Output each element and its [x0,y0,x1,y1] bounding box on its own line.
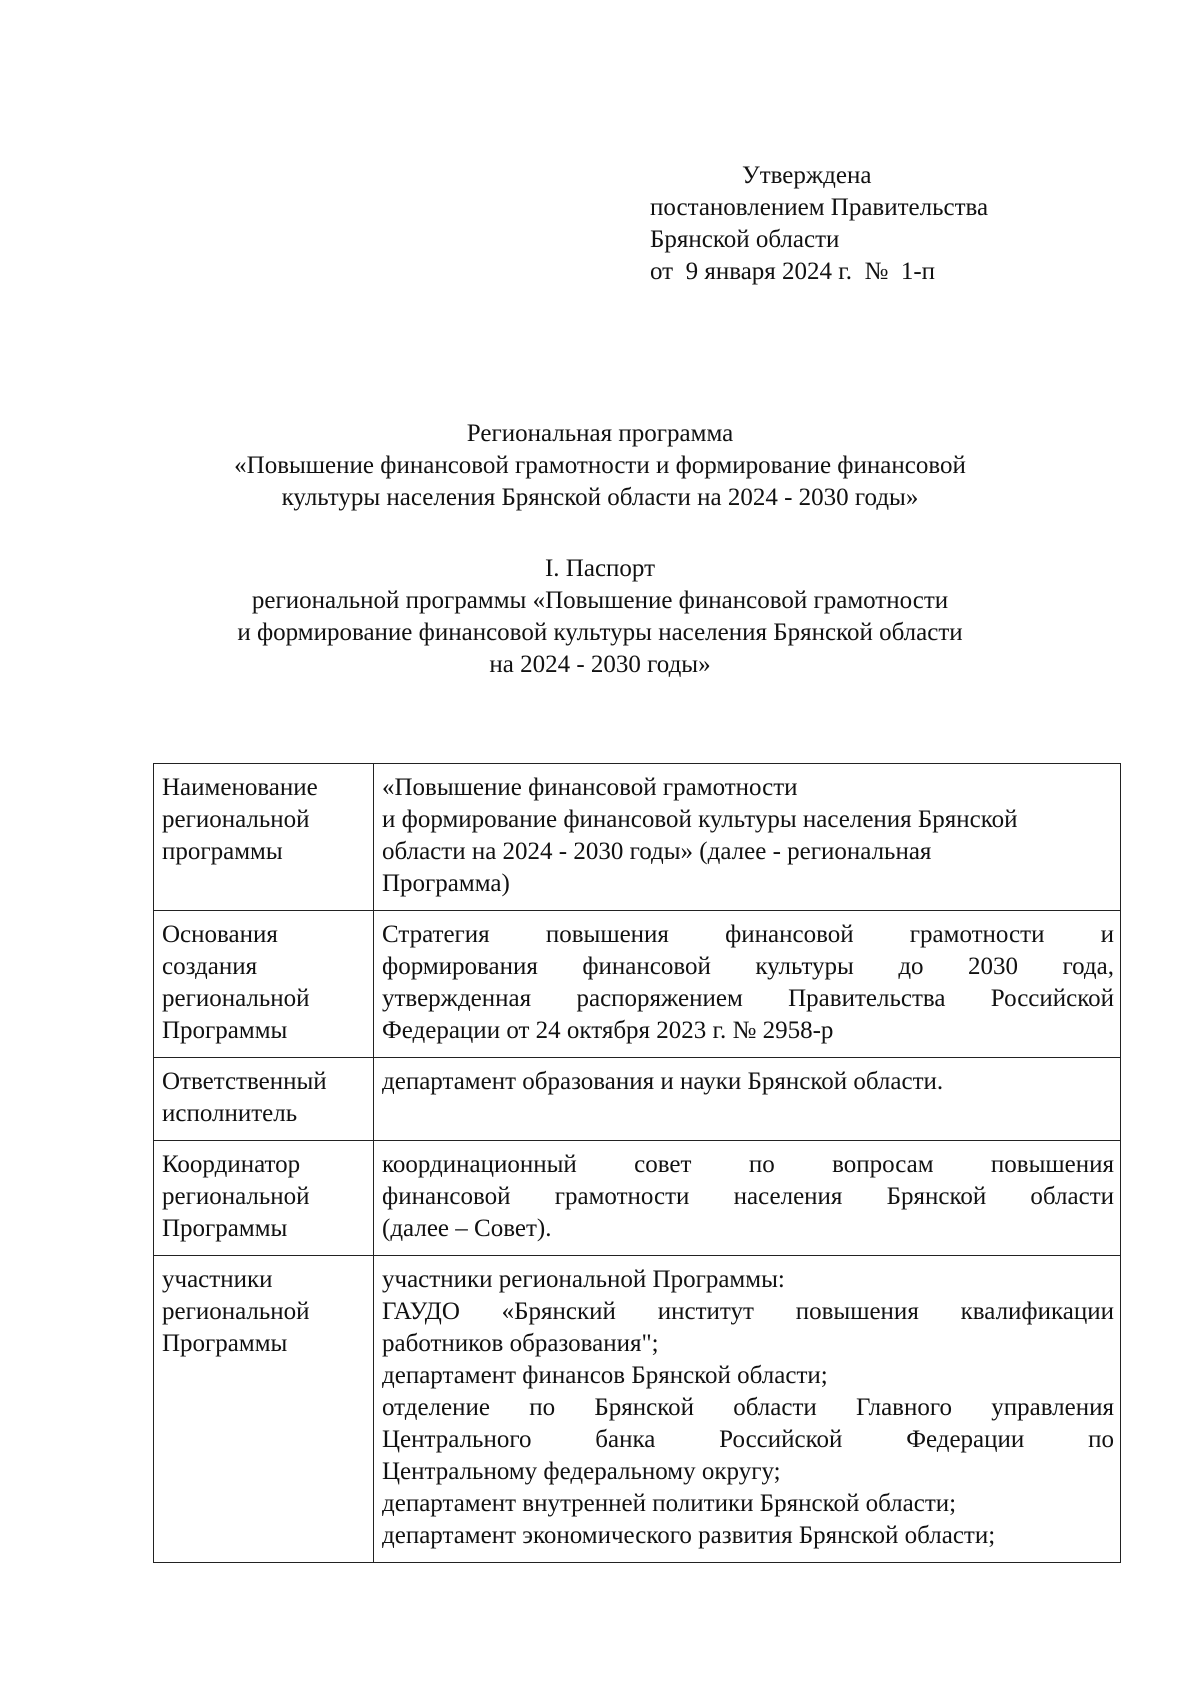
label-line: региональной [162,806,310,833]
value-line: департамент внутренней политики Брянской области; [382,1490,957,1517]
label-line: Программы [162,1330,288,1357]
value-line: «Повышение финансовой грамотности [382,774,798,801]
approval-line: постановлением Правительства [650,194,989,221]
row-label-cell [154,1256,374,1563]
value-line: формирования финансовой культуры до 2030 года, [382,953,1114,980]
row-value-cell [374,1256,1121,1563]
row-label-cell [154,911,374,1058]
label-line: региональной [162,985,310,1012]
row-label-cell [154,1058,374,1141]
value-line: финансовой грамотности населения Брянской области [382,1183,1114,1210]
value-line: департамент образования и науки Брянской области. [382,1068,944,1095]
table-row [154,1141,1121,1256]
label-line: региональной [162,1298,310,1325]
passport-title-line: на 2024 - 2030 годы» [489,651,711,678]
value-line: и формирование финансовой культуры населения Брянской [382,806,1018,833]
row-label-cell [154,1141,374,1256]
value-line: Центральному федеральному округу; [382,1458,781,1485]
value-line: области на 2024 - 2030 годы» (далее - региональная [382,838,932,865]
table-row [154,911,1121,1058]
value-line: утвержденная распоряжением Правительства Российской [382,985,1114,1012]
approval-stamp [650,160,988,288]
row-value-cell [374,1141,1121,1256]
value-line: Стратегия повышения финансовой грамотности и [382,921,1114,948]
label-line: создания [162,953,258,980]
label-line: программы [162,838,283,865]
label-line: Основания [162,921,278,948]
value-line: (далее – Совет). [382,1215,552,1242]
value-line: отделение по Брянской области Главного управления [382,1394,1114,1421]
table-row [154,1256,1121,1563]
value-line: координационный совет по вопросам повышения [382,1151,1114,1178]
value-line: Центрального банка Российской Федерации по [382,1426,1114,1453]
label-line: Программы [162,1017,288,1044]
passport-title-line: I. Паспорт [544,555,656,582]
table-row [154,764,1121,911]
label-line: региональной [162,1183,310,1210]
value-line: ГАУДО «Брянский институт повышения квалификации [382,1298,1114,1325]
table-row [154,1058,1121,1141]
value-line: департамент финансов Брянской области; [382,1362,828,1389]
passport-title-line: и формирование финансовой культуры населения Брянской области [237,619,963,646]
row-value-cell [374,1058,1121,1141]
value-line: Федерации от 24 октября 2023 г. № 2958-р [382,1017,834,1044]
value-line: участники региональной Программы: [382,1266,785,1293]
label-line: Координатор [162,1151,301,1178]
passport-table [153,763,1121,1563]
label-line: Наименование [162,774,318,801]
program-title-line: «Повышение финансовой грамотности и формирование финансовой [234,452,966,479]
approval-line: Утверждена [742,162,872,189]
program-title-line: Региональная программа [466,420,734,447]
value-line: работников образования"; [382,1330,659,1357]
label-line: исполнитель [162,1100,298,1127]
label-line: участники [162,1266,273,1293]
program-title-line: культуры населения Брянской области на 2024 - 2030 годы» [281,484,919,511]
approval-line: от 9 января 2024 г. № 1-п [650,258,936,285]
passport-title [0,553,1200,681]
value-line: Программа) [382,870,510,897]
label-line: Ответственный [162,1068,327,1095]
passport-title-line: региональной программы «Повышение финансовой грамотности [251,587,949,614]
label-line: Программы [162,1215,288,1242]
row-value-cell [374,911,1121,1058]
row-value-cell [374,764,1121,911]
row-label-cell [154,764,374,911]
approval-line: Брянской области [650,226,840,253]
value-line: департамент экономического развития Брянской области; [382,1522,996,1549]
program-title [0,418,1200,514]
